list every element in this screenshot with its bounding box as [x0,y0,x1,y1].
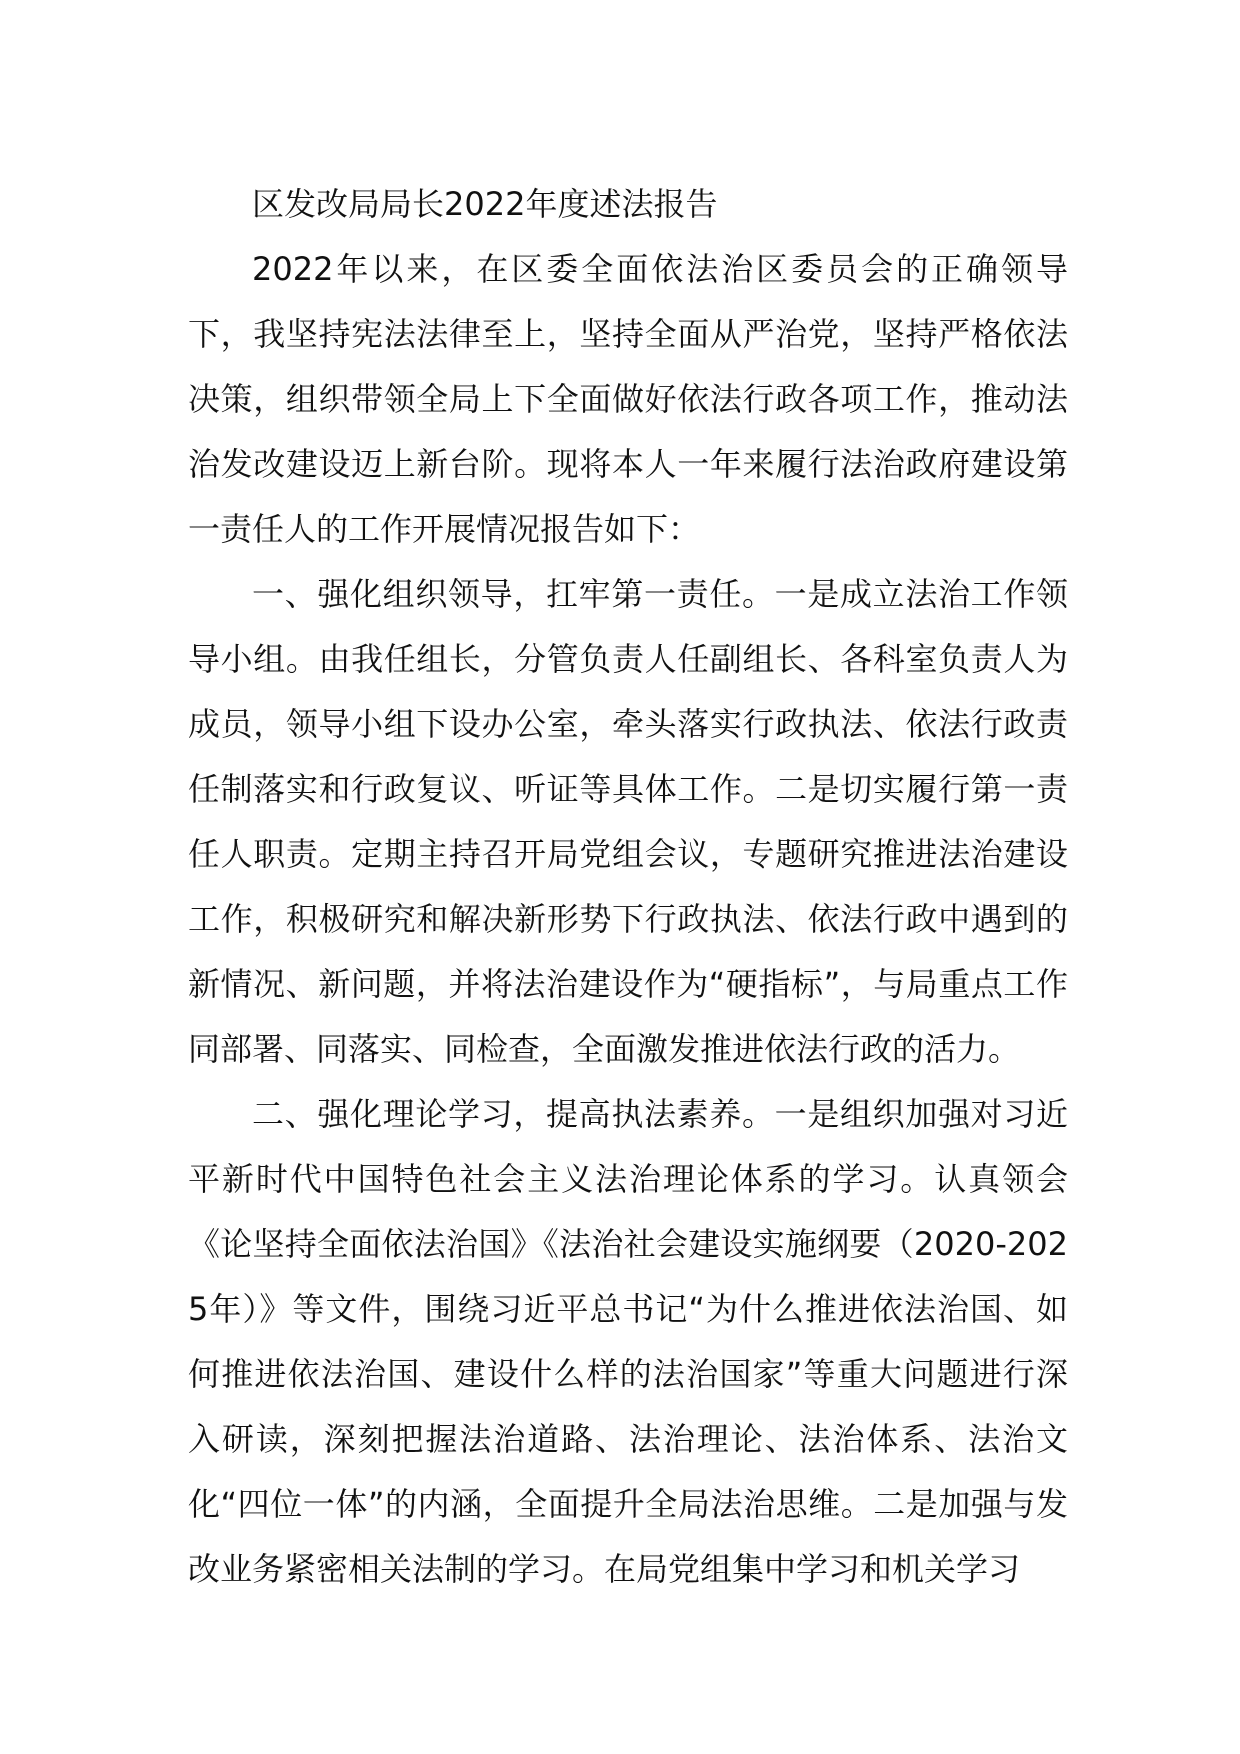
paragraph-intro: 2022年以来，在区委全面依法治区委员会的正确领导下，我坚持宪法法律至上，坚持全面从严治党，坚持严格依法决策，组织带领全局上下全面做好依法行政各项工作，推动法治发改建设迈上新台阶。现将本人一年来履行法治政府建设第一责任人的工作开展情况报告如下： [188,250,1068,548]
document-body [188,172,1068,1602]
paragraph-section-2: 二、强化理论学习，提高执法素养。一是组织加强对习近平新时代中国特色社会主义法治理论体系的学习。认真领会《论坚持全面依法治国》《法治社会建设实施纲要（2020-2025年）》等文件，围绕习近平总书记“为什么推进依法治国、如何推进依法治国、建设什么样的法治国家”等重大问题进行深入研读，深刻把握法治道路、法治理论、法治体系、法治文化“四位一体”的内涵，全面提升全局法治思维。二是加强与发改业务紧密相关法制的学习。在局党组集中学习和机关学习 [188,1095,1068,1588]
paragraph-section-1: 一、强化组织领导，扛牢第一责任。一是成立法治工作领导小组。由我任组长，分管负责人任副组长、各科室负责人为成员，领导小组下设办公室，牵头落实行政执法、依法行政责任制落实和行政复议、听证等具体工作。二是切实履行第一责任人职责。定期主持召开局党组会议，专题研究推进法治建设工作，积极研究和解决新形势下行政执法、依法行政中遇到的新情况、新问题，并将法治建设作为“硬指标”，与局重点工作同部署、同落实、同检查，全面激发推进依法行政的活力。 [188,575,1068,1068]
document-title: 区发改局局长2022年度述法报告 [252,185,718,223]
